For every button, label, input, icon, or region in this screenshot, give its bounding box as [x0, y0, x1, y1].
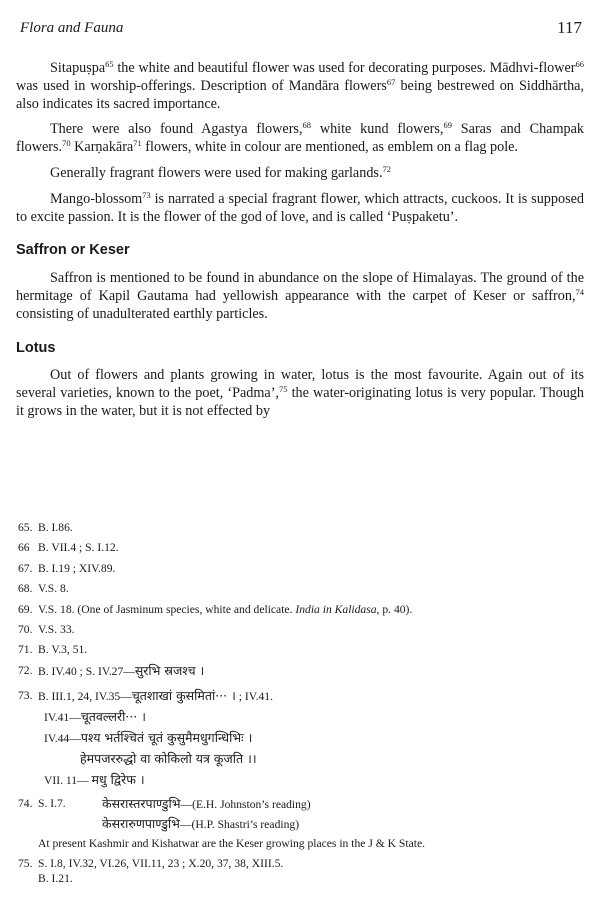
footnote-72: 72. B. IV.40 ; S. IV.27—सुरभि स्रजश्च ।: [18, 662, 205, 678]
paragraph: [16, 367, 584, 420]
text-run: consisting of unadulterated earthly particles.: [16, 305, 268, 322]
footnote-75: 75. S. I.8, IV.32, VI.26, VII.11, 23 ; X.20, 37, 38, XIII.5. B. I.21.: [18, 857, 284, 886]
footnotes: [18, 520, 584, 892]
footnote-ref: 70: [62, 138, 71, 149]
footnote-66: 66 B. VII.4 ; S. I.12.: [18, 541, 119, 555]
paragraph: [16, 270, 584, 323]
page-number: 117: [557, 18, 582, 37]
footnote-69: 69. V.S. 18. (One of Jasminum species, white and delicate. India in Kalidasa, p. 40).: [18, 602, 413, 616]
page-header: [20, 20, 582, 42]
text-run: Generally fragrant flowers were used for making garlands.: [50, 164, 383, 181]
text-run: Karṇakāra: [70, 139, 134, 156]
section-heading-saffron: Saffron or Keser: [16, 242, 130, 259]
text-run: Out of flowers and plants growing in water, lotus is the most favourite. Again out of its several varieties, known to the poet, ‘Padma’,: [16, 367, 584, 402]
footnote-68: 68. V.S. 8.: [18, 582, 69, 596]
text-run: being bestrewed on Siddhārtha, also indicates its sacred importance.: [16, 77, 585, 112]
footnote-ref: 71: [133, 138, 142, 149]
main-text: [16, 60, 584, 429]
section-heading-lotus: Lotus: [16, 339, 56, 356]
footnote-ref: 72: [382, 163, 391, 174]
paragraph: [16, 191, 584, 227]
footnote-ref: 65: [105, 59, 114, 69]
text-run: There were also found Agastya flowers,: [50, 121, 303, 138]
text-run: white kund flowers,: [311, 121, 444, 138]
footnote-65: 65. B. I.86.: [18, 521, 73, 534]
text-run: Saras and Champak flowers.: [16, 121, 584, 156]
paragraph: [16, 60, 584, 113]
footnote-ref: 68: [302, 120, 311, 131]
text-run: Mango-blossom: [50, 190, 143, 207]
text-run: the water-originating lotus is very popular. Though it grows in the water, but it is not effected by: [16, 385, 584, 419]
text-run: is narrated a special fragrant flower, which attracts, cuckoos. It is supposed to excite passion. It is the flower of the god of love, and is called ‘Puṣpaketu’.: [16, 190, 584, 225]
text-run: was used in worship-offerings. Description of Mandāra flowers: [16, 77, 387, 94]
footnote-ref: 73: [142, 189, 151, 200]
running-title: Flora and Fauna: [20, 20, 124, 36]
paragraph: [16, 121, 584, 157]
footnote-ref: 74: [575, 286, 584, 297]
footnote-ref: 66: [575, 59, 584, 69]
book-title: India in Kalidasa: [295, 602, 377, 616]
footnote-71: 71. B. V.3, 51.: [18, 643, 88, 657]
footnote-73: 73. B. III.1, 24, IV.35—चूतशाखां कुसमितां··· । ; IV.41. IV.41—चूतवल्लरी··· । IV.44—पश्य भर्तश्चितं चूतं कुसुमैमधुगन्धिभिः । हेमपजररुद्धो वा कोकिलो यत्र कूजति ।। VII. 11— मधु द्विरेफ ।: [18, 687, 273, 787]
paragraph: [16, 165, 584, 183]
text-run: Sitapuṣpa: [50, 60, 106, 76]
footnote-ref: 69: [443, 120, 452, 131]
text-run: flowers, white in colour are mentioned, as emblem on a flag pole.: [141, 139, 518, 156]
footnote-67: 67. B. I.19 ; XIV.89.: [18, 561, 116, 575]
footnote-74: 74. S. I.7. केसरास्तरपाण्डुभि—(E.H. Johnston’s reading) केसरारुणपाण्डुभि—(H.P. Shastri’s reading) At present Kashmir and Kishatwar are the Keser growing places in the J & K State.: [18, 795, 425, 850]
footnote-70: 70. V.S. 33.: [18, 622, 75, 636]
text-run: Saffron is mentioned to be found in abundance on the slope of Himalayas. The ground of the hermitage of Kapil Gautama had yellowish appearance with the carpet of Keser or saffron,: [16, 270, 584, 304]
text-run: the white and beautiful flower was used for decorating purposes. Mādhvi-flower: [113, 60, 576, 76]
footnote-ref: 75: [278, 384, 288, 395]
footnote-ref: 67: [386, 76, 396, 87]
